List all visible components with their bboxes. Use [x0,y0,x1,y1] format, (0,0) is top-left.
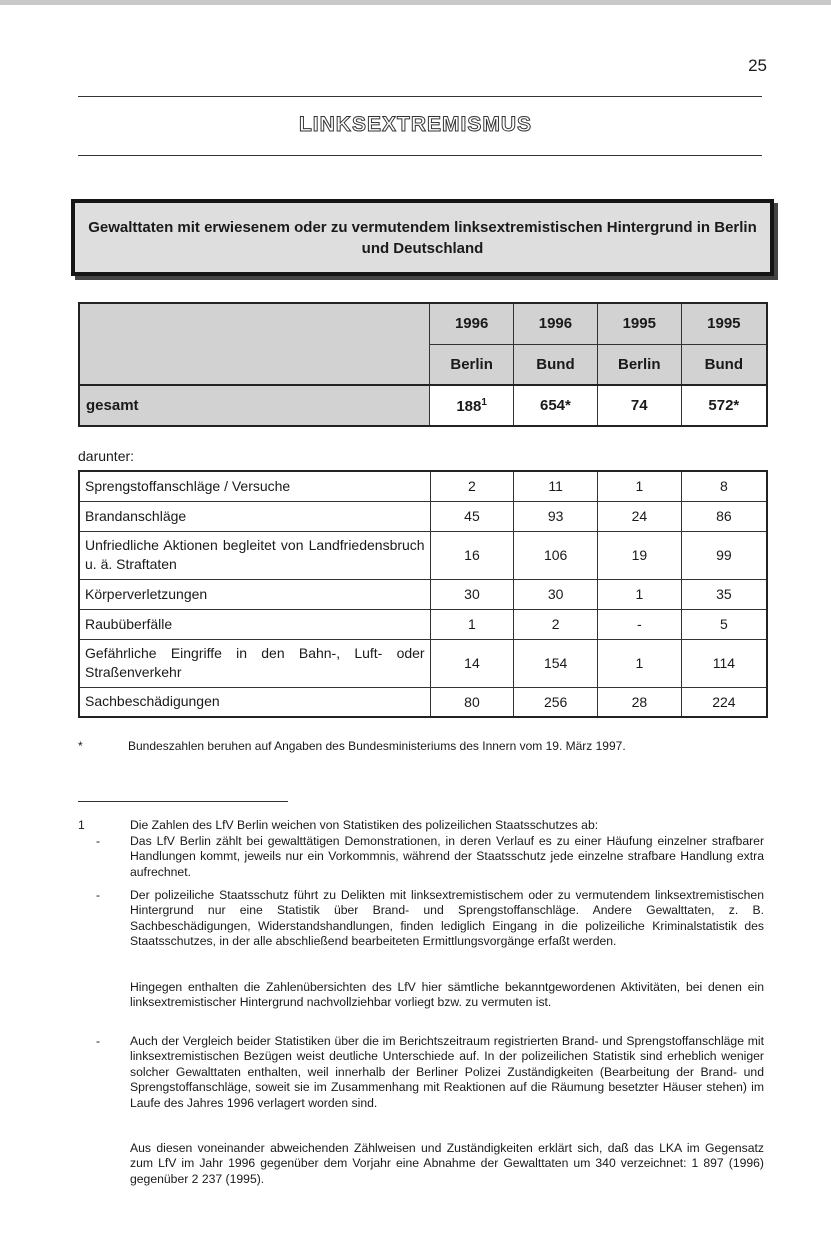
section-title: LINKSEXTREMISMUS [298,113,532,136]
table-row [79,501,767,531]
header-region: Berlin [597,344,681,385]
row-value: 28 [598,687,682,717]
row-value: 30 [430,579,514,609]
row-value: 154 [514,639,598,687]
total-cell [430,385,514,426]
bullet-dash: - [96,834,101,848]
row-value: 1 [598,579,682,609]
header-year: 1995 [597,303,681,344]
footnote-paragraph: Auch der Vergleich beider Statistiken über die im Berichtszeitraum registrierten Brand- und Sprengstoffanschläge mit linksextremistischen Bezügen weist deutliche Unterschiede auf. In der polizeilichen Statistik sind erheblich weniger solcher Gewalttaten enthalten, weil innerhalb der Berliner Polizei Zuständigkeiten (Bearbeitung der Brand- und Sprengstoffanschläge, soweit sie im Zusammenhang mit Reaktionen auf die Räumung besetzter Häuser stehen) im Laufe des Jahres 1996 verlagert worden sind. [130,1034,764,1110]
header-year: 1996 [514,303,598,344]
title-rule-bottom [78,155,762,156]
row-value: 99 [681,531,767,579]
footnote-paragraph: Hingegen enthalten die Zahlenübersichten des LfV hier sämtliche bekanntgewordenen Aktivitäten, bei denen ein linksextremistischer Hintergrund nachvollziehbar vorliegt bzw. zu vermuten ist. [130,980,764,1010]
row-value: 1 [598,471,682,501]
row-label: Raubüberfälle [79,609,430,639]
row-value: 93 [514,501,598,531]
table-row [79,579,767,609]
row-value: 2 [514,609,598,639]
table-row [79,531,767,579]
row-value: 80 [430,687,514,717]
total-cell: 654* [514,385,598,426]
footnote-paragraph: Das LfV Berlin zählt bei gewalttätigen Demonstrationen, in deren Verlauf es zu einer Häufung einzelner strafbarer Handlungen kommt, jeweils nur ein Vorkommnis, während der Staatsschutz jede einzelne strafbare Handlung extra aufrechnet. [130,834,764,879]
row-value: 256 [514,687,598,717]
footnote-mark: 1 [78,818,85,832]
header-region: Bund [681,344,767,385]
summary-table [78,302,768,427]
star-footnote: Bundeszahlen beruhen auf Angaben des Bundesministeriums des Innern vom 19. März 1997. [128,739,626,753]
table-row [79,687,767,717]
header-region: Berlin [430,344,514,385]
darunter-label: darunter: [78,448,135,464]
row-label: Sachbeschädigungen [79,687,430,717]
header-year: 1996 [430,303,514,344]
row-label: Brandanschläge [79,501,430,531]
row-value: 8 [681,471,767,501]
detail-table [78,470,768,718]
row-label: Sprengstoffanschläge / Versuche [79,471,430,501]
title-rule-top [78,96,762,97]
star-mark: * [78,739,83,753]
row-value: 30 [514,579,598,609]
row-label: Unfriedliche Aktionen begleitet von Landfriedensbruch u. ä. Straftaten [79,531,430,579]
row-value: 11 [514,471,598,501]
total-cell: 74 [597,385,681,426]
row-value: 19 [598,531,682,579]
bullet-dash: - [96,888,101,902]
row-value: 5 [681,609,767,639]
row-value: 1 [430,609,514,639]
table-title-box [71,199,774,276]
footnote-ref: 1 [481,396,487,408]
table-title: Gewalttaten mit erwiesenem oder zu vermutendem linksextremistischen Hintergrund in Berlin und Deutschland [88,218,757,257]
row-value: 86 [681,501,767,531]
row-value: 1 [598,639,682,687]
total-value: 188 [456,397,482,415]
footnote-intro: Die Zahlen des LfV Berlin weichen von Statistiken des polizeilichen Staatsschutzes ab: [130,818,599,832]
row-value: 2 [430,471,514,501]
row-label: Gefährliche Eingriffe in den Bahn-, Luft- oder Straßenverkehr [79,639,430,687]
table-row [79,609,767,639]
page-number: 25 [748,56,767,75]
table-row [79,471,767,501]
total-cell: 572* [681,385,767,426]
row-value: 224 [681,687,767,717]
footnote-paragraph: Der polizeiliche Staatsschutz führt zu Delikten mit linksextremistischem oder zu vermutendem linksextremistischen Hintergrund nur eine Statistik über Brand- und Sprengstoffanschläge. Andere Gewalttaten, z. B. Sachbeschädigungen, Widerstandshandlungen, finden lediglich Eingang in die polizeiliche Kriminalstatistik des Staatsschutzes, in der alle abschließend bearbeiteten Ermittlungsvorgänge erfaßt werden. [130,888,764,949]
row-value: 114 [681,639,767,687]
header-region: Bund [514,344,598,385]
row-label: Körperverletzungen [79,579,430,609]
row-value: 45 [430,501,514,531]
row-value: - [598,609,682,639]
total-label: gesamt [79,385,430,426]
footnote-rule [78,801,288,802]
row-value: 106 [514,531,598,579]
page-top-edge [0,0,831,5]
header-corner [79,303,430,385]
row-value: 35 [681,579,767,609]
total-row [79,385,767,426]
row-value: 14 [430,639,514,687]
header-row-years [79,303,767,344]
table-row [79,639,767,687]
row-value: 24 [598,501,682,531]
row-value: 16 [430,531,514,579]
bullet-dash: - [96,1034,101,1048]
footnote-paragraph: Aus diesen voneinander abweichenden Zählweisen und Zuständigkeiten erklärt sich, daß das LKA im Gegensatz zum LfV im Jahr 1996 gegenüber dem Vorjahr eine Abnahme der Gewalttaten um 340 verzeichnet: 1 897 (1996) gegenüber 2 237 (1995). [130,1141,764,1186]
header-year: 1995 [681,303,767,344]
